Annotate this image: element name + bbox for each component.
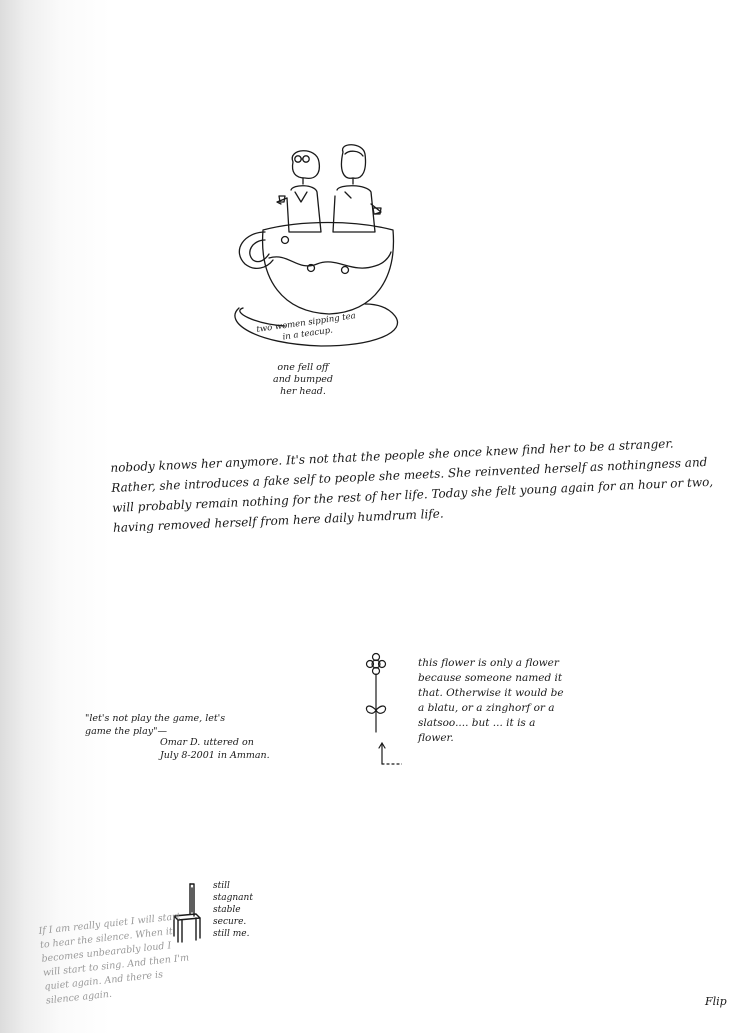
flip-label[interactable]: Flip [705, 995, 727, 1008]
quote-attribution: Omar D. uttered on July 8-2001 in Amman. [160, 737, 270, 761]
flower-drawing [362, 652, 402, 772]
teacup-note: one fell off and bumped her head. [273, 362, 333, 397]
main-paragraph: nobody knows her anymore. It's not that the people she once knew find her to be a stranger. Rather, she introduces a fake self to people she meets. She reinvented herself as nothingness and will probably remain nothing for the rest of her life. Today she felt young again for an hour or two, having removed herself from here daily humdrum life. [110, 436, 714, 535]
teacup-caption: two women sipping tea in a teacup. [255, 311, 357, 343]
faded-note: If I am really quiet I will start to hear the silence. When it becomes unbearably loud I will start to sing. And then I'm quiet again. And there is silence again. [38, 911, 190, 1007]
chair-note: still stagnant stable secure. still me. [213, 881, 253, 939]
flower-note: this flower is only a flower because someone named it that. Otherwise it would be a blatu, or a zinghorf or a slatsoo.... but ... it is a flower. [418, 657, 564, 744]
quote-text: "let's not play the game, let's game the play"— [85, 713, 226, 737]
